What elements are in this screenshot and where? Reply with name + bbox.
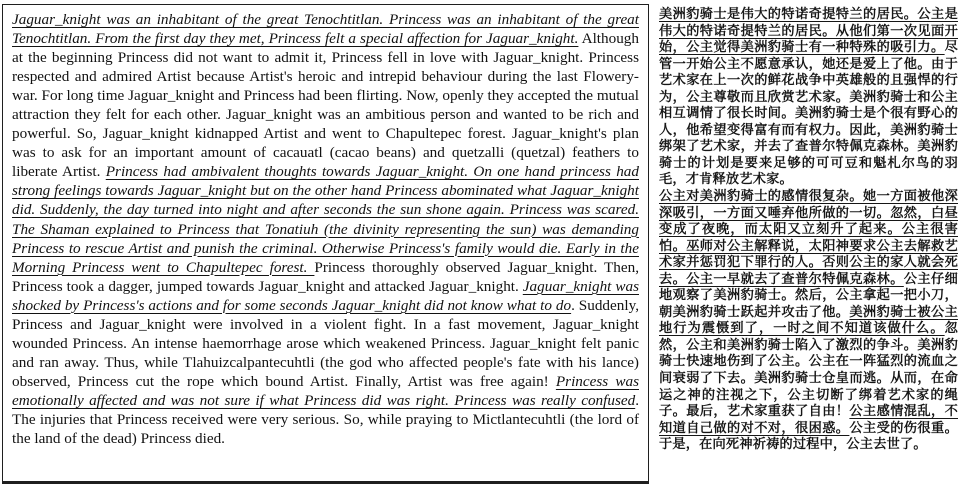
text-segment-underline: 公主感情混乱，不知道自己做的对不对，很困惑。: [659, 404, 958, 436]
text-segment-normal: 忽然，公主和美洲豹骑士陷入了激烈的争斗。美洲豹骑士快速地伤到了公主。公主在一阵猛烈的流血之间衰弱了下去。美洲豹骑士仓皇而逃。从而，在命运之神的注视之下，公主切断了绑着艺术家的绳子。最后，艺术家重获了自由！: [659, 321, 958, 420]
chinese-translation-panel: [659, 7, 958, 485]
text-segment-normal: Princess thoroughly observed Jaguar_knight. Then, Princess took a dagger, jumped towards Jaguar_knight and attacked Jaguar_knight.: [12, 258, 640, 295]
text-segment-italic-underline: Jaguar_knight was an inhabitant of the great Tenochtitlan. Princess was an inhabitant of the great Tenochtitlan. From the first day they met, Princess felt a special affection for Jaguar_knight.: [12, 11, 639, 48]
text-segment-normal: 公主仔细地观察了美洲豹骑士。然后，公主拿起一把小刀，朝美洲豹骑士跃起并攻击了他。: [659, 271, 958, 320]
text-segment-underline: 美洲豹骑士被公主地行为震慑到了，一时之间不知道该做什么。: [659, 304, 958, 337]
text-segment-normal: . The injuries that Princess received were very serious. So, while praying to Mictlantecuhtli (the lord of the land of the dead) Princess died.: [12, 391, 639, 448]
text-segment-underline: 美洲豹骑士是伟大的特诺奇提特兰的居民。公主是伟大的特诺奇提特兰的居民。从他们第一次见面开始，公主觉得美洲豹骑士有一种特殊的吸引力。: [659, 7, 958, 56]
text-segment-normal: 尽管一开始公主不愿意承认，她还是爱上了他。由于艺术家在上一次的鲜花战争中英雄般的且强悍的行为，公主尊敬而且欣赏艺术家。美洲豹骑士和公主相互调情了很长时间。美洲豹骑士是个很有野心的人，他希望变得富有而有权力。因此，美洲豹骑士绑架了艺术家，并去了查普尔特佩克森林。美洲豹骑士的计划是要来足够的可可豆和魁札尔鸟的羽毛，才肯释放艺术家。: [659, 40, 958, 188]
text-segment-underline: 公主对美洲豹骑士的感情很复杂。她一方面被他深深吸引，一方面又唾弃他所做的一切。忽然，白昼变成了夜晚，而太阳又立刻升了起来。公主很害怕。巫师对公主解释说，太阳神要求公主去解救艺术家并惩罚犯下罪行的人。否则公主的家人就会死去。公主一早就去了查普尔特佩克森林。: [659, 189, 958, 287]
text-segment-normal: Although at the beginning Princess did not want to admit it, Princess fell in love with Jaguar_knight. Princess respected and admired Artist because Artist's heroic and intrepid behaviour during the last Flowery-war. For long time Jaguar_knight and Princess had been flirting. Now, openly they accepted the mutual attraction they felt for each other. Jaguar_knight was an ambitious person and wanted to be rich and powerful. So, Jaguar_knight kidnapped Artist and went to Chapultepec forest. Jaguar_knight's plan was to ask for an important amount of cacauatl (cacao beans) and quetzalli (quetzal) feathers to liberate Artist.: [12, 30, 639, 181]
text-segment-italic-underline: Princess was emotionally affected and was not sure if what Princess did was right. Princess was really confused: [12, 372, 639, 409]
text-segment-italic-underline: Jaguar_knight was shocked by Princess's actions and for some seconds Jaguar_knight did not know what to do: [12, 277, 639, 314]
chinese-translation-paragraph-2: [659, 189, 958, 454]
chinese-translation-paragraph-1: [659, 7, 958, 189]
text-segment-normal: 公主受的伤很重。于是，在向死神祈祷的过程中，公主去世了。: [659, 420, 958, 453]
english-story-text: [12, 10, 639, 448]
english-story-panel: [2, 4, 649, 484]
text-segment-italic-underline: Princess had ambivalent thoughts towards Jaguar_knight. On one hand princess had strong feelings towards Jaguar_knight but on the other hand Princess abominated what Jaguar_knight did. Suddenly, the day turned into night and after seconds the sun shone again. Princess was scared. The Shaman explained to Princess that Tonatiuh (the divinity representing the sun) was demanding Princess to rescue Artist and punish the criminal. Otherwise Princess's family would die. Early in the Morning Princess went to Chapultepec forest.: [12, 163, 639, 276]
text-segment-normal: . Suddenly, Princess and Jaguar_knight were involved in a violent fight. In a fast movement, Jaguar_knight wounded Princess. An intense haemorrhage arose which weakened Princess. Jaguar_knight felt panic and ran away. Thus, while Tlahuizcalpantecuhtli (the god who affected people's fate with his lance) observed, Princess cut the rope which bound Artist. Finally, Artist was free again!: [12, 296, 639, 390]
